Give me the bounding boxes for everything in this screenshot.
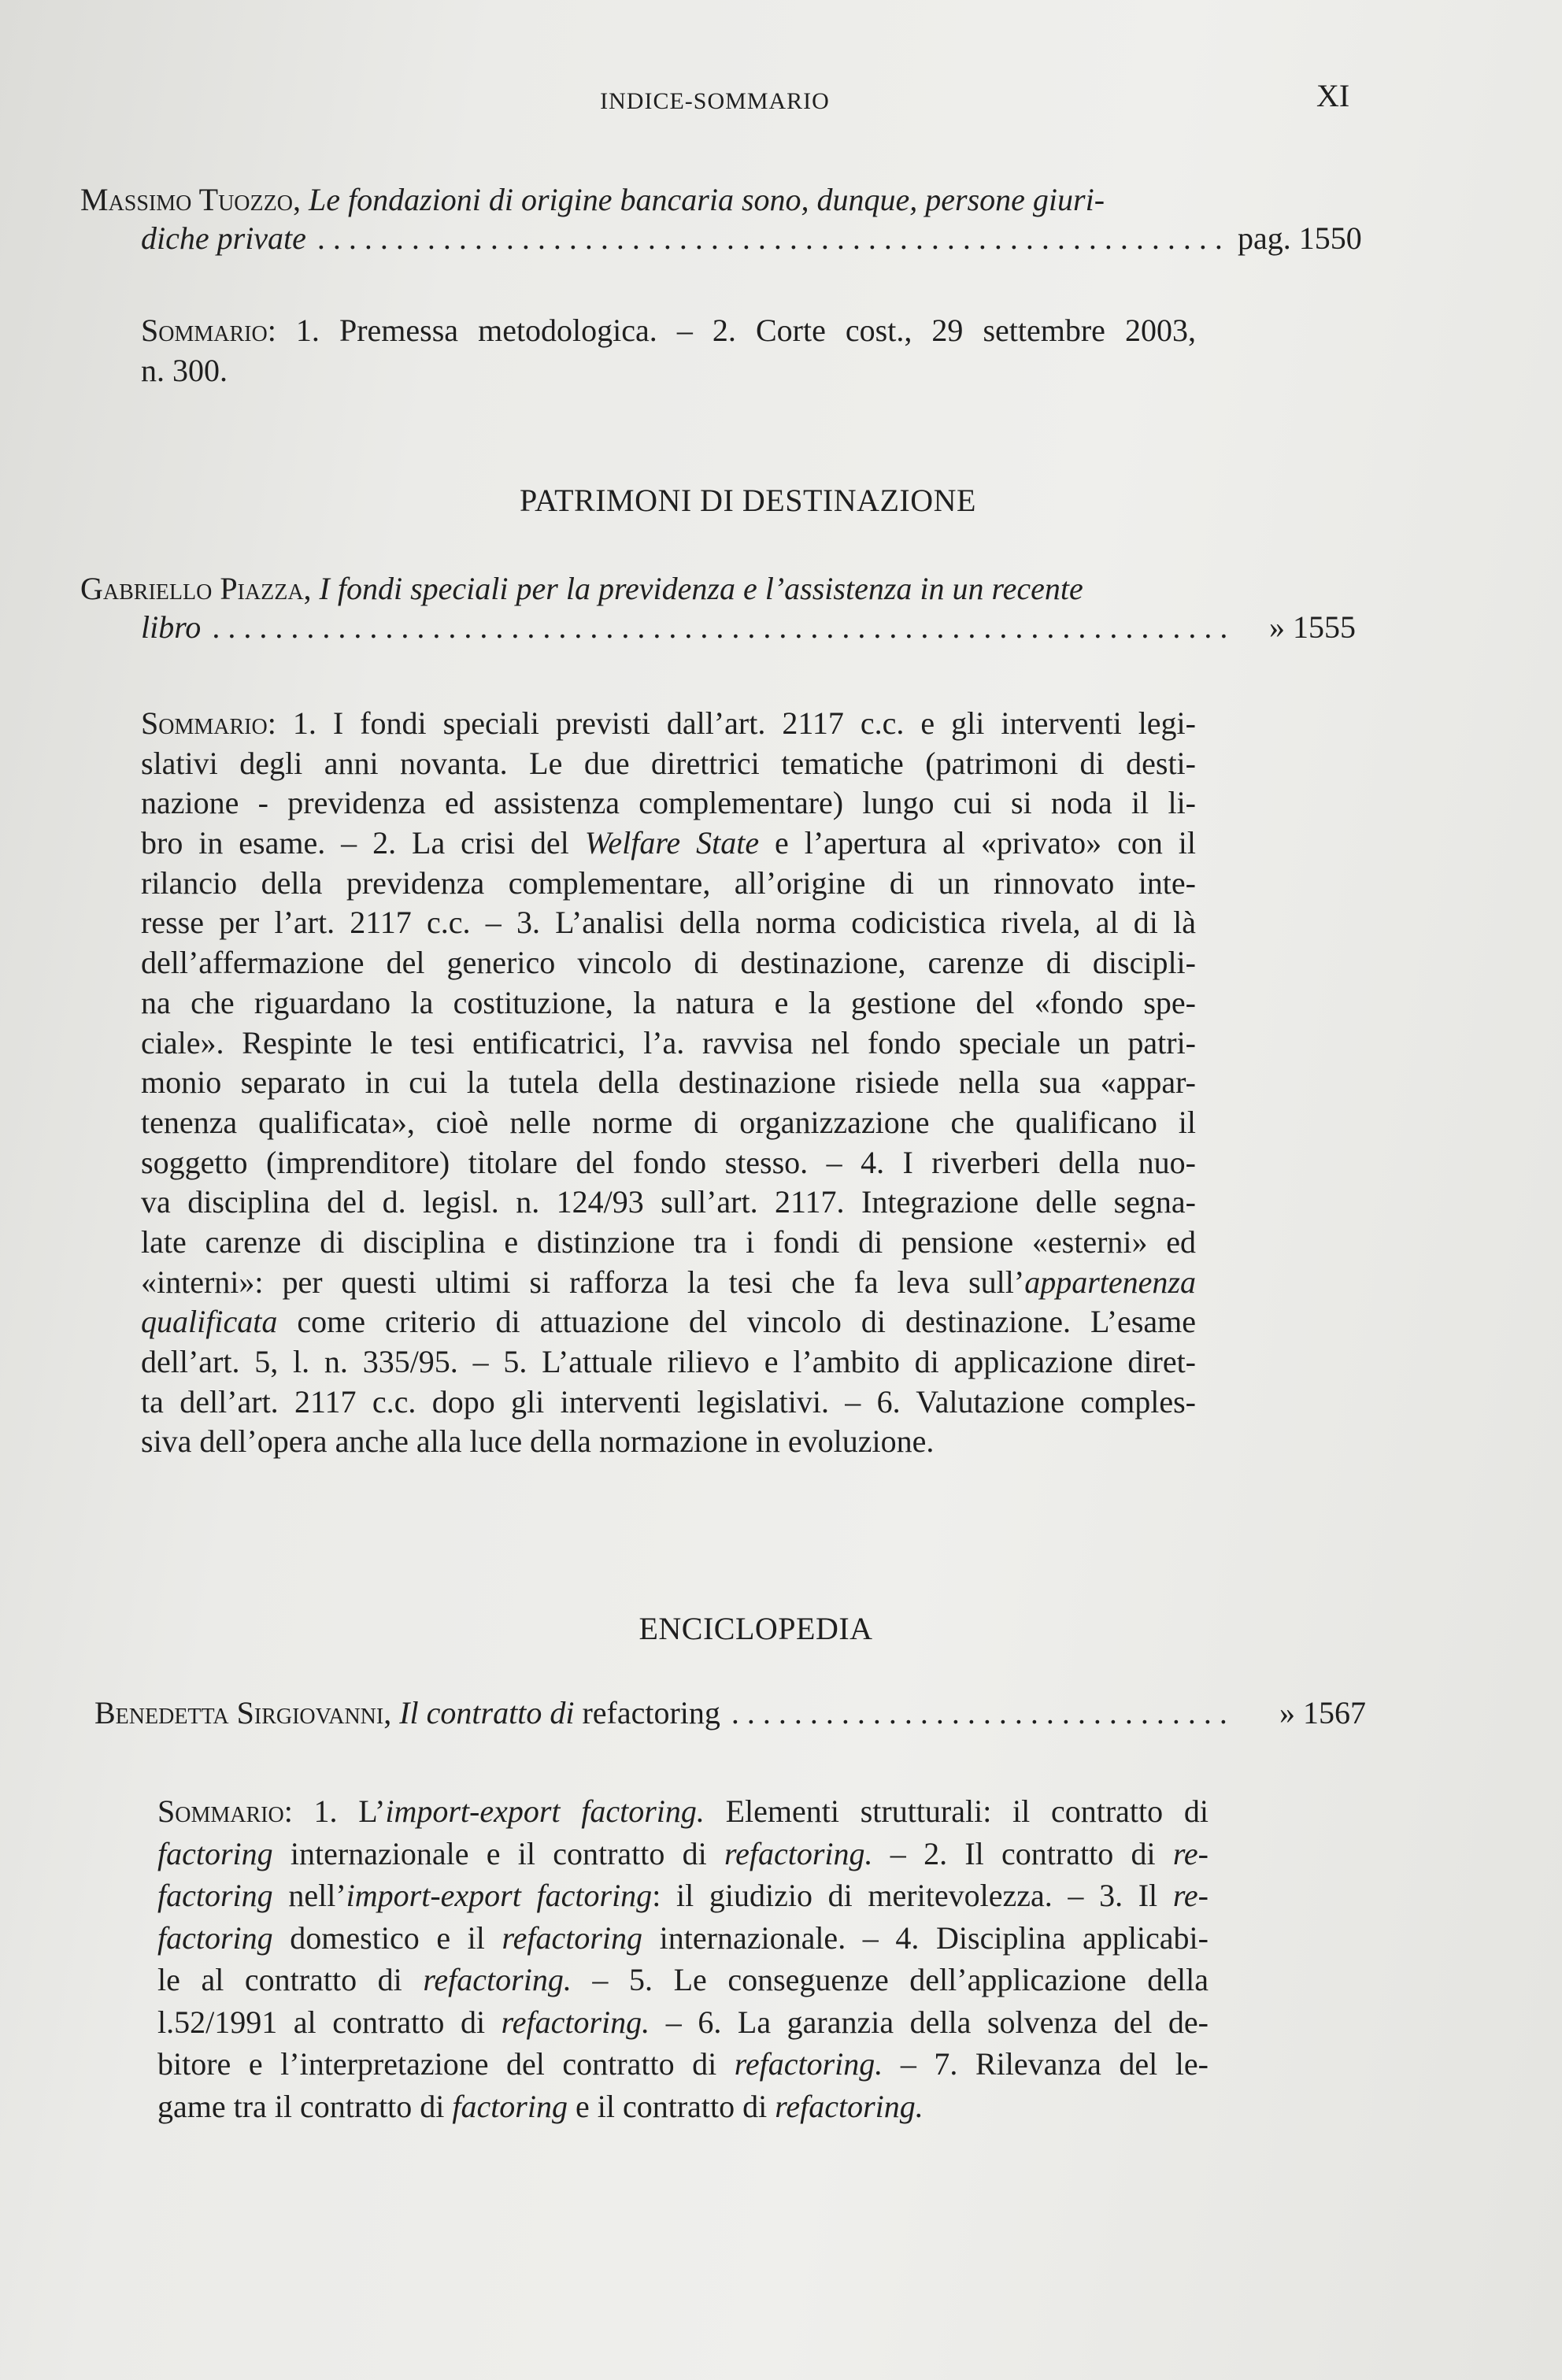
summary-text: late carenze di disciplina e distinzione tra i fondi di pensione «esterni» ed (141, 1223, 1196, 1260)
summary-text: monio separato in cui la tutela della destinazione risiede nella sua «appar- (141, 1064, 1196, 1101)
italic-term: factoring (157, 1835, 273, 1871)
summary-text: Elementi strutturali: il contratto di (704, 1793, 1209, 1829)
summary-text: slativi degli anni novanta. Le due direttrici tematiche (patrimoni di desti- (141, 745, 1196, 781)
summary-text: come criterio di attuazione del vincolo di destinazione. L’esame (277, 1304, 1196, 1340)
summary-text: internazionale. – 4. Disciplina applicabi- (642, 1919, 1209, 1956)
toc-entry-piazza (80, 568, 1356, 646)
page-ref: » 1567 (1279, 1695, 1366, 1730)
summary-line (141, 1143, 1196, 1183)
summary-text: – 6. La garanzia della solvenza del de- (650, 2004, 1209, 2040)
italic-term: import-export factoring. (385, 1793, 705, 1829)
summary-line (157, 1790, 1209, 1833)
summary-line (141, 1263, 1196, 1303)
italic-term: factoring (157, 1919, 273, 1956)
summary-text: n. 300. (141, 352, 228, 388)
summary-text: – 5. Le conseguenze dell’applicazione della (571, 1962, 1209, 1997)
summary-line (157, 2043, 1209, 2086)
summary (141, 311, 1196, 390)
summary-line (141, 1103, 1196, 1143)
italic-term: import-export factoring (346, 1878, 653, 1913)
italic-term: re- (1172, 1835, 1209, 1871)
author: Gabriello Piazza, (80, 571, 312, 606)
italic-term: refactoring. (775, 2088, 924, 2124)
summary-text: «interni»: per questi ultimi si rafforza la tesi che fa leva sull’ (141, 1264, 1025, 1300)
italic-term: Welfare State (584, 825, 760, 861)
italic-term: refactoring. (423, 1962, 572, 1997)
summary-line (141, 1063, 1196, 1103)
summary-text: – 2. Il contratto di (872, 1835, 1173, 1871)
summary-text: resse per l’art. 2117 c.c. – 3. L’analisi della norma codicistica rivela, al di là (141, 905, 1196, 941)
summary-text: dell’art. 5, l. n. 335/95. – 5. L’attuale rilievo e l’ambito di applicazione diret- (141, 1344, 1196, 1379)
summary-text: 1. L’ (292, 1793, 386, 1829)
summary-text: e l’apertura al «privato» con il (759, 825, 1197, 861)
summary-text: siva dell’opera anche alla luce della normazione in evoluzione. (141, 1423, 935, 1460)
summary-line (141, 1023, 1196, 1064)
summary-line (141, 1342, 1196, 1382)
summary-line (157, 1875, 1209, 1917)
summary-text: tenenza qualificata», cioè nelle norme di organizzazione che qualificano il (141, 1104, 1196, 1140)
article-title-term: refactoring (582, 1695, 720, 1730)
summary-text: : il giudizio di meritevolezza. – 3. Il (652, 1878, 1173, 1913)
summary-text: domestico e il (272, 1919, 502, 1956)
summary (141, 704, 1196, 1462)
italic-term: refactoring. (501, 2004, 650, 2040)
summary-line (157, 1917, 1209, 1960)
summary-line (157, 1833, 1209, 1875)
summary-line (141, 1183, 1196, 1223)
leader-dots (731, 1694, 1237, 1731)
summary-line (157, 1959, 1209, 2001)
summary-label: Sommario: (141, 705, 276, 741)
toc-entry-sirgiovanni (94, 1694, 1366, 1731)
italic-term: qualificata (141, 1304, 278, 1340)
summary-line (141, 983, 1196, 1023)
leader-dots (317, 220, 1227, 257)
author: Benedetta Sirgiovanni, (94, 1695, 392, 1730)
summary-line (141, 744, 1196, 784)
summary-label: Sommario: (141, 313, 276, 348)
summary-text: internazionale e il contratto di (272, 1835, 725, 1871)
italic-term: refactoring (502, 1919, 643, 1956)
article-title: Il contratto di (399, 1695, 575, 1730)
italic-term: refactoring. (734, 2046, 883, 2082)
summary-label: Sommario: (157, 1793, 293, 1829)
summary-text: le al contratto di (157, 1962, 424, 1997)
page-ref: pag. 1550 (1238, 220, 1362, 256)
italic-term: factoring (452, 2088, 568, 2124)
italic-term: factoring (157, 1878, 273, 1913)
summary-line (141, 1223, 1196, 1263)
summary-line (141, 903, 1196, 943)
article-title-cont: libro (141, 609, 202, 645)
summary-text: e il contratto di (568, 2088, 775, 2124)
section-heading: PATRIMONI DI DESTINAZIONE (520, 483, 976, 518)
page-number: XI (1316, 78, 1350, 113)
summary-line (141, 824, 1196, 864)
section-heading: ENCICLOPEDIA (638, 1611, 873, 1646)
summary-line (141, 864, 1196, 904)
summary-text: game tra il contratto di (157, 2088, 453, 2124)
italic-term: re- (1172, 1878, 1209, 1913)
italic-term: appartenenza (1024, 1264, 1196, 1300)
author: Massimo Tuozzo, (80, 182, 301, 217)
italic-term: refactoring. (724, 1835, 873, 1871)
article-title: I fondi speciali per la previdenza e l’assistenza in un recente (319, 571, 1083, 606)
summary-text: l.52/1991 al contratto di (157, 2004, 502, 2040)
summary-line (157, 2086, 1209, 2128)
summary-text: – 7. Rilevanza del le- (883, 2046, 1209, 2082)
summary-text: na che riguardano la costituzione, la natura e la gestione del «fondo spe- (141, 984, 1196, 1020)
summary-line (141, 943, 1196, 983)
running-title: INDICE-SOMMARIO (600, 88, 830, 114)
summary-text: dell’affermazione del generico vincolo di destinazione, carenze di discipli- (141, 945, 1196, 981)
summary-line (141, 704, 1196, 744)
summary-text: bro in esame. – 2. La crisi del (141, 825, 585, 861)
summary-line (141, 1422, 1196, 1462)
summary (157, 1790, 1209, 2127)
article-title-cont: diche private (141, 220, 306, 256)
summary-text: bitore e l’interpretazione del contratto di (157, 2046, 735, 2082)
summary-text: nell’ (272, 1878, 346, 1913)
leader-dots (212, 609, 1227, 646)
summary-text: 1. Premessa metodologica. – 2. Corte cost., 29 settembre 2003, (276, 313, 1196, 348)
summary-text: va disciplina del d. legisl. n. 124/93 sull’art. 2117. Integrazione delle segna- (141, 1184, 1196, 1220)
summary-text: ta dell’art. 2117 c.c. dopo gli interventi legislativi. – 6. Valutazione comples- (141, 1383, 1196, 1419)
summary-line (141, 1382, 1196, 1423)
summary-line (141, 783, 1196, 824)
summary-text: ciale». Respinte le tesi entificatrici, l’a. ravvisa nel fondo speciale un patri- (141, 1024, 1196, 1060)
summary-line (141, 351, 1196, 391)
summary-line (141, 1302, 1196, 1342)
page-ref: » 1555 (1269, 609, 1356, 645)
summary-text: 1. I fondi speciali previsti dall’art. 2117 c.c. e gli interventi legi- (276, 705, 1196, 741)
summary-text: nazione - previdenza ed assistenza complementare) lungo cui si noda il li- (141, 785, 1196, 821)
summary-line (141, 311, 1196, 351)
toc-entry-tuozzo (80, 180, 1362, 257)
article-title: Le fondazioni di origine bancaria sono, dunque, persone giuri- (308, 182, 1105, 217)
summary-line (157, 2001, 1209, 2044)
summary-text: soggetto (imprenditore) titolare del fondo stesso. – 4. I riverberi della nuo- (141, 1144, 1196, 1180)
summary-text: rilancio della previdenza complementare, all’origine di un rinnovato inte- (141, 864, 1196, 901)
